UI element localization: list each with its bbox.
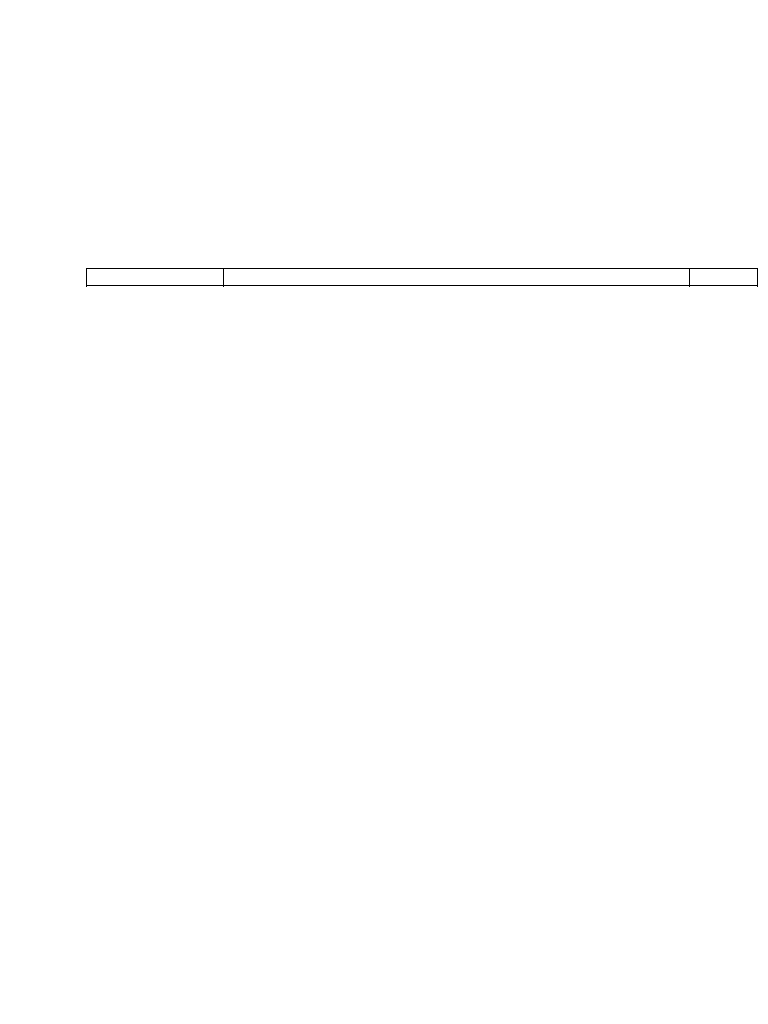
header-frequency [224, 269, 690, 286]
header-row [87, 269, 758, 286]
header-result [690, 269, 758, 286]
ffq-table [86, 268, 758, 286]
header-food-items [87, 269, 224, 286]
